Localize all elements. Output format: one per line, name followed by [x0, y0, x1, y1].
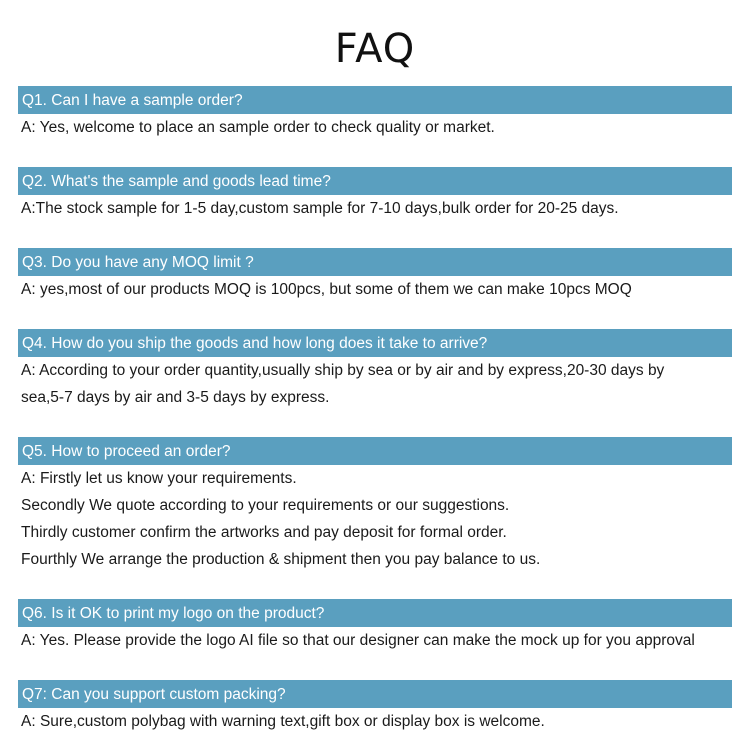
- faq-question: Q7: Can you support custom packing?: [18, 680, 732, 708]
- faq-list: [18, 86, 732, 735]
- faq-question: Q2. What's the sample and goods lead time?: [18, 167, 732, 195]
- faq-answer: [18, 465, 732, 573]
- faq-answer-line: A: Firstly let us know your requirements.: [21, 470, 297, 487]
- faq-answer-line: A: According to your order quantity,usually ship by sea or by air and by express,20-30 days by: [21, 362, 665, 379]
- faq-item-q3: [18, 248, 732, 303]
- faq-answer-line: A: Yes. Please provide the logo AI file so that our designer can make the mock up for you approval: [21, 632, 695, 649]
- faq-answer-line: A: yes,most of our products MOQ is 100pcs, but some of them we can make 10pcs MOQ: [21, 281, 632, 298]
- faq-item-q6: [18, 599, 732, 654]
- faq-answer: [18, 627, 732, 654]
- faq-answer: [18, 195, 732, 222]
- faq-answer-line: A: Sure,custom polybag with warning text,gift box or display box is welcome.: [21, 713, 545, 730]
- faq-question: Q1. Can I have a sample order?: [18, 86, 732, 114]
- faq-answer-line: Secondly We quote according to your requirements or our suggestions.: [21, 497, 510, 514]
- faq-answer: [18, 114, 732, 141]
- faq-question: Q5. How to proceed an order?: [18, 437, 732, 465]
- faq-answer-line: A: Yes, welcome to place an sample order to check quality or market.: [21, 119, 495, 136]
- faq-item-q4: [18, 329, 732, 411]
- faq-item-q7: [18, 680, 732, 735]
- faq-answer-line: Fourthly We arrange the production & shipment then you pay balance to us.: [21, 551, 541, 568]
- faq-answer-line: A:The stock sample for 1-5 day,custom sample for 7-10 days,bulk order for 20-25 days.: [21, 200, 619, 217]
- faq-spacer: [18, 573, 732, 599]
- faq-answer: [18, 276, 732, 303]
- faq-spacer: [18, 141, 732, 167]
- faq-question: Q6. Is it OK to print my logo on the product?: [18, 599, 732, 627]
- faq-spacer: [18, 222, 732, 248]
- faq-answer-line: sea,5-7 days by air and 3-5 days by express.: [21, 389, 330, 406]
- faq-item-q5: [18, 437, 732, 573]
- faq-item-q2: [18, 167, 732, 222]
- faq-answer: [18, 708, 732, 735]
- faq-answer: [18, 357, 732, 411]
- faq-spacer: [18, 303, 732, 329]
- faq-spacer: [18, 411, 732, 437]
- faq-question: Q3. Do you have any MOQ limit ?: [18, 248, 732, 276]
- faq-answer-line: Thirdly customer confirm the artworks and pay deposit for formal order.: [21, 524, 507, 541]
- faq-spacer: [18, 654, 732, 680]
- faq-question: Q4. How do you ship the goods and how long does it take to arrive?: [18, 329, 732, 357]
- faq-item-q1: [18, 86, 732, 141]
- page-title: FAQ: [334, 26, 416, 72]
